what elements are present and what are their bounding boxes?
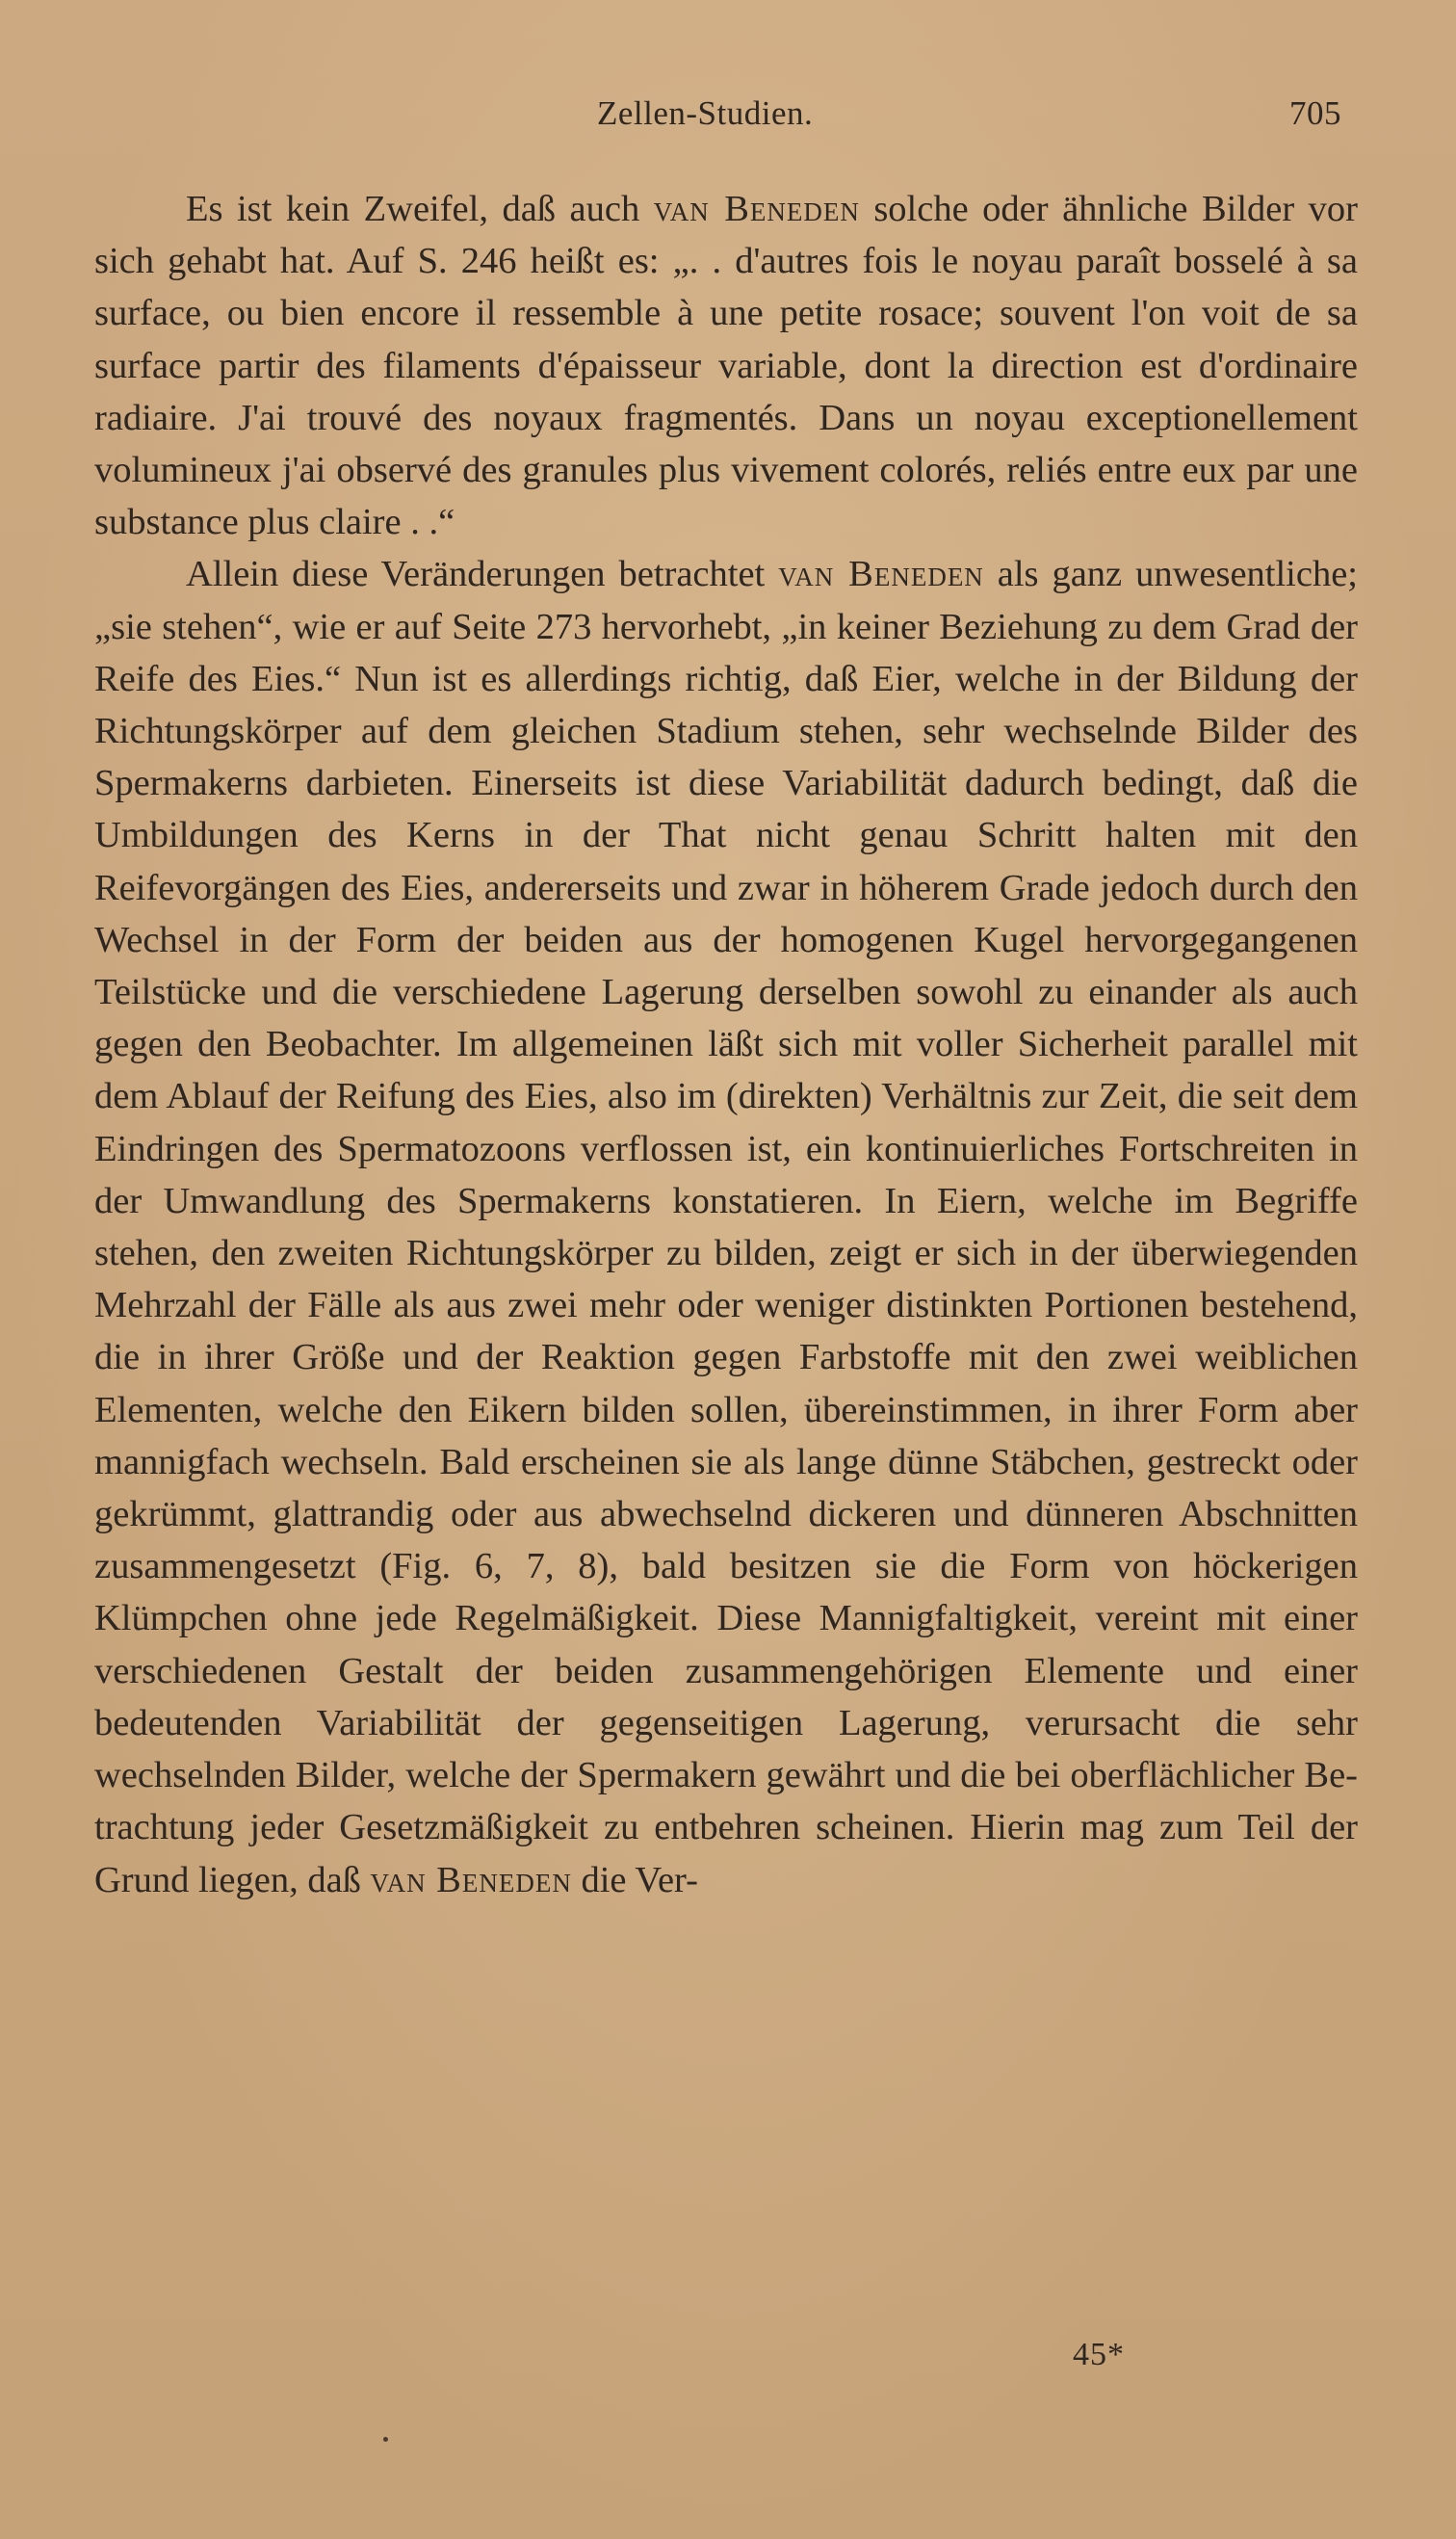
paragraph-1-text-b: solche oder ähnliche Bilder vor sich gehabt hat. Auf S. 246 heißt es: „. . d'autres fois le noyau paraît bosselé à sa surface, ou bien encore il ressemble à une petite rosace; souvent l'on voit de sa surface partir des filaments d'épaisseur variable, dont la direction est d'ordinaire radiaire. J'ai trouvé des noyaux fragmentés. Dans un noyau exceptionellement volumineux j'ai observé des granules plus vivement colorés, reliés entre eux par une substance plus claire . .“ bbox=[94, 189, 1358, 543]
running-title: Zellen-Studien. bbox=[597, 94, 814, 132]
author-name: van Beneden bbox=[653, 189, 860, 229]
paragraph-2 bbox=[94, 548, 1358, 1905]
signature-mark: 45* bbox=[1073, 2337, 1125, 2372]
paragraph-1-text-a: Es ist kein Zweifel, daß auch bbox=[186, 189, 654, 229]
running-head bbox=[0, 94, 1456, 143]
author-name: van Beneden bbox=[778, 554, 984, 595]
author-name: van Beneden bbox=[370, 1859, 572, 1900]
paragraph-1 bbox=[94, 183, 1358, 548]
paragraph-2-text-b: als ganz unwesentliche; „sie stehen“, wie er auf Seite 273 hervorhebt, „in keiner Beziehung zu dem Grad der Reife des Eies.“ Nun ist es allerdings richtig, daß Eier, welche in der Bildung der Richtungskörper auf dem gleichen Stadium stehen, sehr wechselnde Bilder des Spermakerns darbieten. Einerseits ist diese Variabilität dadurch bedingt, daß die Umbildungen des Kerns in der That nicht genau Schritt halten mit den Reifevorgängen des Eies, andererseits und zwar in höherem Grade jedoch durch den Wechsel in der Form der beiden aus der homogenen Kugel hervorgegangenen Teilstücke und die verschiedene Lagerung derselben sowohl zu einander als auch gegen den Beobachter. Im allgemeinen läßt sich mit voller Sicherheit parallel mit dem Ablauf der Reifung des Eies, also im (direkten) Verhältnis zur Zeit, die seit dem Eindringen des Spermatozoons verflossen ist, ein kontinuierliches Fortschreiten in der Umwandlung des Spermakerns konstatieren. In Eiern, welche im Begriffe stehen, den zweiten Richtungskörper zu bilden, zeigt er sich in der überwiegenden Mehrzahl der Fälle als aus zwei mehr oder weniger distinkten Portionen bestehend, die in ihrer Größe und der Reaktion gegen Farbstoffe mit den zwei weiblichen Elementen, welche den Eikern bilden sollen, übereinstimmen, in ihrer Form aber mannigfach wechseln. Bald erscheinen sie als lange dünne Stäbchen, gestreckt oder gekrümmt, glattrandig oder aus abwechselnd dickeren und dünneren Abschnitten zusammengesetzt (Fig. 6, 7, 8), bald besitzen sie die Form von höckerigen Klümpchen ohne jede Regelmäßigkeit. Diese Mannigfaltigkeit, vereint mit einer verschiedenen Gestalt der beiden zusammengehörigen Elemente und einer bedeutenden Variabilität der gegenseitigen Lagerung, verursacht die sehr wechselnden Bilder, welche der Spermakern gewährt und die bei oberflächlicher Betrachtung jeder Gesetzmäßigkeit zu entbehren scheinen. Hierin mag zum Teil der Grund liegen, daß bbox=[94, 554, 1358, 1900]
paragraph-2-text-c: die Ver- bbox=[571, 1859, 698, 1900]
paragraph-2-text-a: Allein diese Veränderungen betrachtet bbox=[186, 554, 779, 595]
paper-speck bbox=[383, 2437, 388, 2442]
body-text bbox=[94, 183, 1358, 1906]
page-number: 705 bbox=[1289, 94, 1341, 132]
